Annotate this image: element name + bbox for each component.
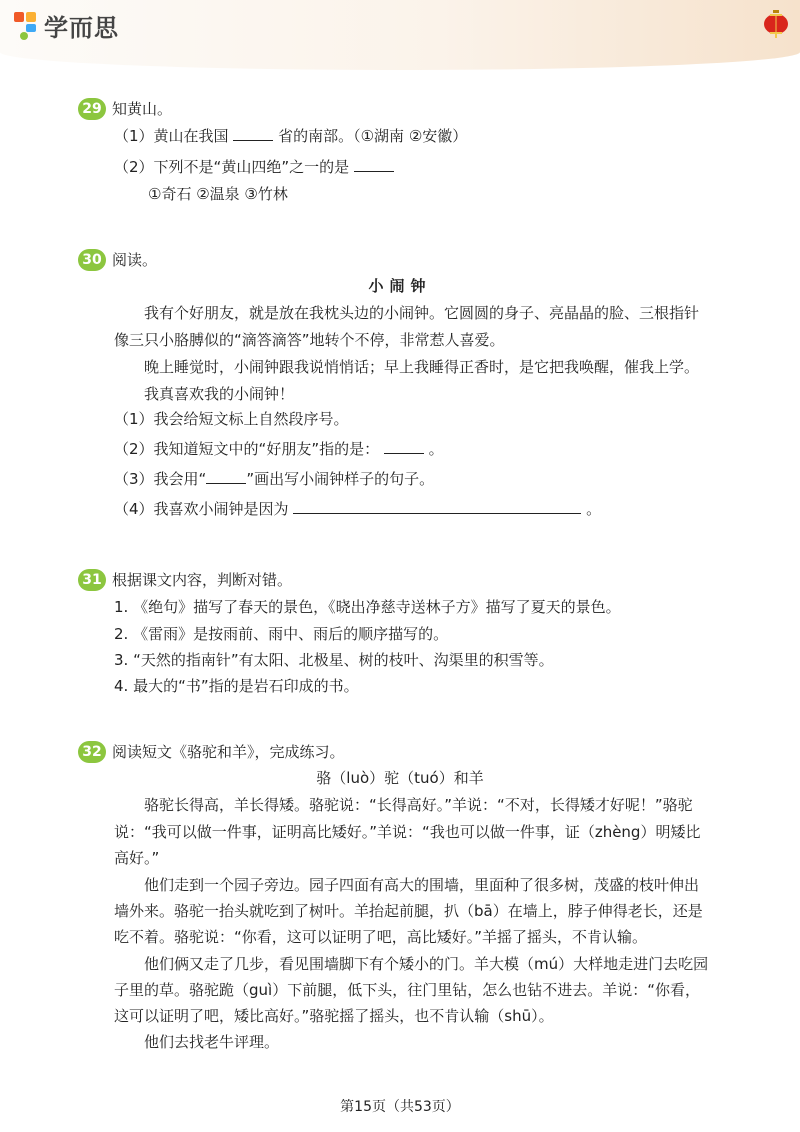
passage-title: 小闹钟 [368,277,432,295]
question-title: 阅读短文《骆驼和羊》，完成练习。 [112,743,345,761]
sub-question: （4）我喜欢小闹钟是因为 。 [114,500,602,518]
passage-line: 他们走到一个园子旁边。园子四面有高大的围墙，里面种了很多树，茂盛的枝叶伸出 [144,876,700,894]
question-title: 知黄山。 [112,100,173,118]
answer-blank[interactable] [293,499,581,514]
sub-question: （2）下列不是“黄山四绝”之一的是 [114,157,394,177]
passage-line: 他们去找老牛评理。 [144,1033,280,1051]
passage-title: 骆（luò）驼（tuó）和羊 [316,769,484,787]
answer-options: ①奇石 ②温泉 ③竹林 [148,185,288,203]
passage-line: 墙外来。骆驼一抬头就吃到了树叶。羊抬起前腿，扒（bā）在墙上，脖子伸得老长，还是 [114,902,703,920]
question-number-badge: 30 [78,249,106,271]
question-number-badge: 31 [78,569,106,591]
question-number-badge: 29 [78,98,106,120]
question-number-badge: 32 [78,741,106,763]
passage-line: 他们俩又走了几步，看见围墙脚下有个矮小的门。羊大模（mú）大样地走进门去吃园 [144,955,709,973]
passage-line: 高好。” [114,849,160,867]
passage-line: 子里的草。骆驼跪（guì）下前腿，低下头，往门里钻，怎么也钻不进去。羊说：“你看， [114,981,700,999]
sub-question: （3）我会用“ ”画出写小闹钟样子的句子。 [114,470,435,488]
sub-question: （1）我会给短文标上自然段序号。 [114,410,349,428]
question-title: 阅读。 [112,251,158,269]
passage-line: 吃不着。骆驼说：“你看，这可以证明了吧，高比矮好。”羊摇了摇头，不肯认输。 [114,928,648,946]
question-title: 根据课文内容，判断对错。 [112,571,293,589]
answer-blank[interactable] [233,126,273,141]
passage-line: 骆驼长得高，羊长得矮。骆驼说：“长得高好。”羊说：“不对，长得矮才好呢！”骆驼 [144,796,693,814]
true-false-item: 3. “天然的指南针”有太阳、北极星、树的枝叶、沟渠里的积雪等。 [114,651,554,669]
true-false-item: 1. 《绝句》描写了春天的景色，《晓出净慈寺送林子方》描写了夏天的景色。 [114,598,621,616]
true-false-item: 4. 最大的“书”指的是岩石印成的书。 [114,677,359,695]
answer-blank[interactable] [206,469,246,484]
passage-line: 晚上睡觉时，小闹钟跟我说悄悄话；早上我睡得正香时，是它把我唤醒，催我上学。 [144,358,700,376]
passage-line: 这可以证明了吧，矮比高好。”骆驼摇了摇头，也不肯认输（shū）。 [114,1007,554,1025]
true-false-item: 2. 《雷雨》是按雨前、雨中、雨后的顺序描写的。 [114,625,449,643]
passage-line: 像三只小胳膊似的“滴答滴答”地转个不停，非常惹人喜爱。 [114,331,505,349]
passage-line: 我真喜欢我的小闹钟！ [144,385,295,403]
sub-question: （1）黄山在我国 省的南部。（①湖南 ②安徽） [114,127,468,145]
answer-blank[interactable] [354,157,394,172]
passage-line: 说：“我可以做一件事，证明高比矮好。”羊说：“我也可以做一件事，证（zhèng）明矮比 [114,823,701,841]
passage-line: 我有个好朋友，就是放在我枕头边的小闹钟。它圆圆的身子、亮晶晶的脸、三根指针 [144,304,700,322]
logo-text: 学而思 [44,14,119,42]
page-number: 第15页（共53页） [340,1099,460,1115]
answer-blank[interactable] [384,439,424,454]
sub-question: （2）我知道短文中的“好朋友”指的是： 。 [114,440,444,458]
